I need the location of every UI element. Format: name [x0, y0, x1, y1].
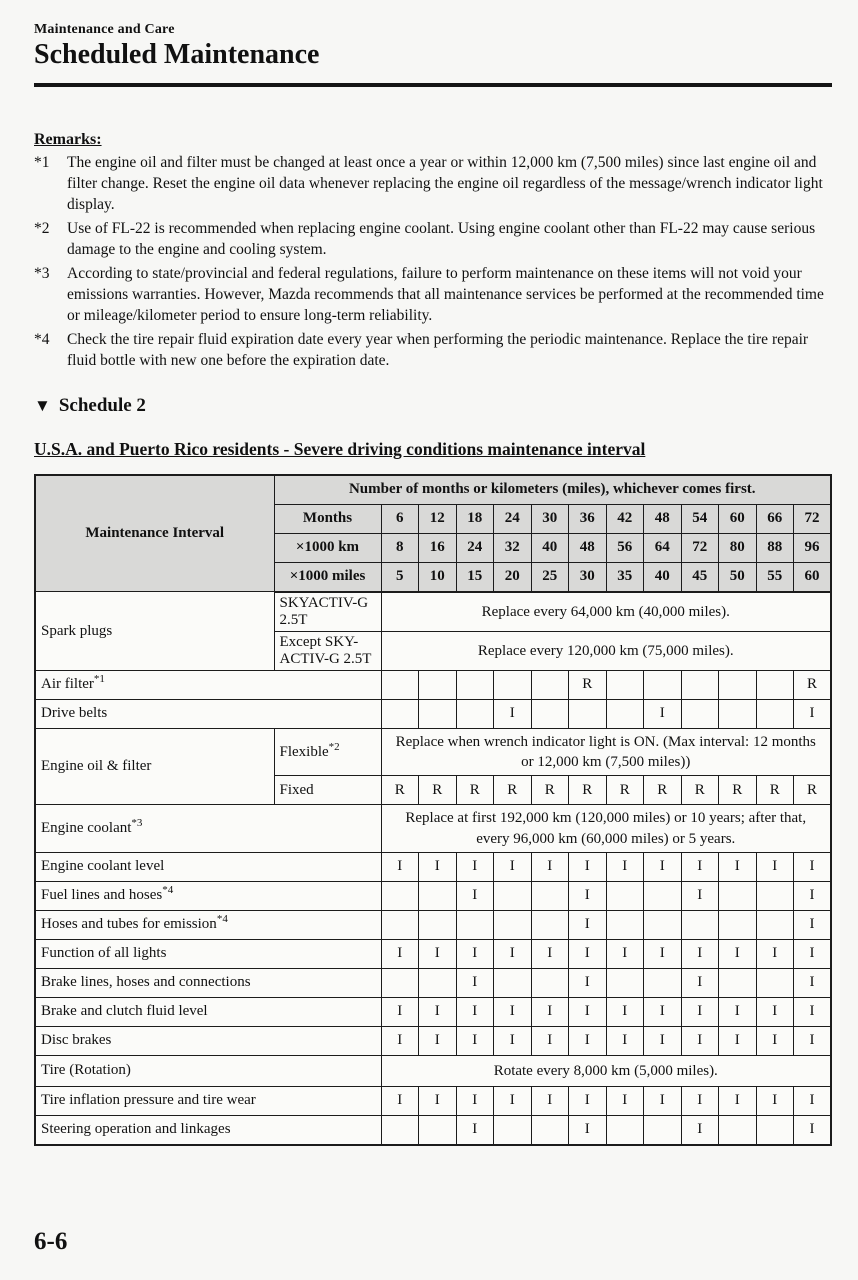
header-value-cell: 25 [531, 562, 569, 592]
header-value-cell: 42 [606, 504, 644, 533]
mark-cell [494, 670, 532, 699]
mark-cell [381, 699, 419, 728]
table-row [35, 670, 831, 699]
mark-cell: I [606, 1086, 644, 1115]
header-value-cell: 24 [494, 504, 532, 533]
mark-cell [419, 881, 457, 910]
mark-cell [381, 968, 419, 997]
header-value-cell: 48 [569, 533, 607, 562]
corner-header-cell: Maintenance Interval [35, 475, 274, 592]
row-label-cell: Hoses and tubes for emission$^{*4}$ [35, 910, 381, 939]
mark-cell: I [794, 910, 832, 939]
mark-cell: I [456, 881, 494, 910]
mark-cell: I [719, 852, 757, 881]
header-value-cell: 55 [756, 562, 794, 592]
header-value-cell: 64 [644, 533, 682, 562]
header-value-cell: 30 [531, 504, 569, 533]
mark-cell: R [456, 776, 494, 805]
mark-cell [381, 881, 419, 910]
span-text-cell: Replace every 120,000 km (75,000 miles). [381, 631, 831, 670]
row-label-cell: Tire inflation pressure and tire wear [35, 1086, 381, 1115]
header-value-cell: 66 [756, 504, 794, 533]
header-row-label: ×1000 miles [274, 562, 381, 592]
mark-cell: I [531, 997, 569, 1026]
maintenance-table-body [35, 475, 831, 1145]
mark-cell: I [494, 1026, 532, 1055]
mark-cell: R [681, 776, 719, 805]
mark-cell: I [456, 939, 494, 968]
span-text-cell: Replace at first 192,000 km (120,000 miles) or 10 years; after that, every 96,000 km (60,000 miles) or 5 years. [381, 805, 831, 853]
mark-cell [456, 910, 494, 939]
mark-cell [456, 699, 494, 728]
mark-cell: I [719, 1026, 757, 1055]
mark-cell: R [569, 776, 607, 805]
remark-text: According to state/provincial and federal regulations, failure to perform maintenance on these items will not void your emissions warranties. However, Mazda recommends that all maintenance services be performed at the recommended time or mileage/kilometer period to ensure long-term reliability. [67, 264, 824, 324]
table-row [35, 1026, 831, 1055]
mark-cell: I [494, 852, 532, 881]
header-value-cell: 32 [494, 533, 532, 562]
mark-cell: I [569, 968, 607, 997]
remark-item [34, 218, 832, 260]
title-divider [34, 83, 832, 87]
header-value-cell: 16 [419, 533, 457, 562]
remark-marker: *2 [34, 219, 50, 237]
header-value-cell: 30 [569, 562, 607, 592]
mark-cell [419, 699, 457, 728]
mark-cell [756, 670, 794, 699]
mark-cell: I [531, 1026, 569, 1055]
row-label-cell: Steering operation and linkages [35, 1115, 381, 1145]
section-subheading: U.S.A. and Puerto Rico residents - Severe driving conditions maintenance interval [34, 438, 646, 459]
mark-cell: I [756, 852, 794, 881]
mark-cell: I [606, 1026, 644, 1055]
header-value-cell: 88 [756, 533, 794, 562]
mark-cell: I [756, 1086, 794, 1115]
mark-cell: R [531, 776, 569, 805]
mark-cell [569, 699, 607, 728]
header-value-cell: 56 [606, 533, 644, 562]
mark-cell [606, 670, 644, 699]
mark-cell: I [381, 939, 419, 968]
mark-cell [419, 968, 457, 997]
mark-cell: I [531, 1086, 569, 1115]
mark-cell: I [794, 1086, 832, 1115]
mark-cell [756, 910, 794, 939]
mark-cell: I [794, 1026, 832, 1055]
table-row [35, 997, 831, 1026]
mark-cell: I [794, 997, 832, 1026]
header-value-cell: 36 [569, 504, 607, 533]
mark-cell: I [494, 939, 532, 968]
row-label-cell: Fuel lines and hoses$^{*4}$ [35, 881, 381, 910]
footnote-ref: *2 [328, 740, 340, 753]
footnote-ref: *3 [131, 817, 143, 830]
table-row [35, 475, 831, 505]
footnote-ref: *4 [216, 913, 228, 926]
mark-cell: R [794, 670, 832, 699]
mark-cell: I [719, 939, 757, 968]
row-label-cell: Brake lines, hoses and connections [35, 968, 381, 997]
mark-cell: I [494, 997, 532, 1026]
mark-cell [606, 699, 644, 728]
mark-cell [644, 670, 682, 699]
schedule-title: Schedule 2 [58, 394, 146, 416]
mark-cell: I [494, 699, 532, 728]
mark-cell [606, 881, 644, 910]
mark-cell: I [644, 1026, 682, 1055]
mark-cell: I [419, 1026, 457, 1055]
mark-cell: I [569, 910, 607, 939]
remark-item [34, 263, 832, 326]
header-value-cell: 35 [606, 562, 644, 592]
mark-cell [494, 1115, 532, 1145]
span-text-cell: Replace when wrench indicator light is ON. (Max interval: 12 months or 12,000 km (7,500 miles)) [381, 728, 831, 776]
header-value-cell: 54 [681, 504, 719, 533]
header-value-cell: 5 [381, 562, 419, 592]
mark-cell [531, 910, 569, 939]
table-row [35, 805, 831, 853]
mark-cell: R [794, 776, 832, 805]
mark-cell: I [719, 997, 757, 1026]
row-label-cell: Air filter$^{*1}$ [35, 670, 381, 699]
row-label-cell: Engine coolant$^{*3}$ [35, 805, 381, 853]
mark-cell: R [606, 776, 644, 805]
table-row [35, 1115, 831, 1145]
header-row-label: Months [274, 504, 381, 533]
sub-label-cell: SKYACTIV-G 2.5T [274, 592, 381, 632]
header-value-cell: 45 [681, 562, 719, 592]
mark-cell: I [644, 1086, 682, 1115]
remark-marker: *1 [34, 153, 50, 171]
mark-cell: I [419, 997, 457, 1026]
mark-cell [419, 1115, 457, 1145]
mark-cell [644, 968, 682, 997]
remark-item [34, 329, 832, 371]
mark-cell [494, 968, 532, 997]
header-value-cell: 72 [794, 504, 832, 533]
table-row [35, 968, 831, 997]
schedule-heading [34, 395, 832, 417]
row-label-cell: Brake and clutch fluid level [35, 997, 381, 1026]
mark-cell [456, 670, 494, 699]
mark-cell [419, 670, 457, 699]
mark-cell [381, 670, 419, 699]
mark-cell [719, 670, 757, 699]
table-row [35, 939, 831, 968]
mark-cell [419, 910, 457, 939]
mark-cell [719, 881, 757, 910]
footnote-ref: *1 [93, 673, 105, 686]
mark-cell: I [794, 939, 832, 968]
remark-item [34, 152, 832, 215]
mark-cell: I [531, 939, 569, 968]
mark-cell: R [419, 776, 457, 805]
header-value-cell: 15 [456, 562, 494, 592]
page-title: Scheduled Maintenance [34, 39, 320, 70]
mark-cell: I [644, 699, 682, 728]
mark-cell: I [681, 939, 719, 968]
mark-cell: I [419, 1086, 457, 1115]
mark-cell [531, 968, 569, 997]
maintenance-table [34, 474, 832, 1146]
mark-cell: I [681, 881, 719, 910]
row-label-cell: Function of all lights [35, 939, 381, 968]
mark-cell: I [569, 852, 607, 881]
mark-cell: I [794, 699, 832, 728]
mark-cell: I [381, 1026, 419, 1055]
mark-cell: I [681, 1026, 719, 1055]
mark-cell [719, 699, 757, 728]
table-row [35, 852, 831, 881]
mark-cell: I [569, 939, 607, 968]
mark-cell: I [456, 997, 494, 1026]
mark-cell: I [681, 852, 719, 881]
row-label-cell: Drive belts [35, 699, 381, 728]
row-label-cell: Tire (Rotation) [35, 1055, 381, 1086]
mark-cell: I [756, 997, 794, 1026]
mark-cell [494, 881, 532, 910]
mark-cell: R [719, 776, 757, 805]
mark-cell [531, 699, 569, 728]
table-row [35, 728, 831, 776]
mark-cell: I [794, 968, 832, 997]
header-value-cell: 8 [381, 533, 419, 562]
mark-cell: I [681, 997, 719, 1026]
mark-cell: R [569, 670, 607, 699]
header-value-cell: 40 [531, 533, 569, 562]
breadcrumb: Maintenance and Care [34, 22, 175, 37]
mark-cell [531, 881, 569, 910]
table-row [35, 1086, 831, 1115]
remark-marker: *3 [34, 264, 50, 282]
remark-text: Check the tire repair fluid expiration date every year when performing the periodic maintenance. Replace the tire repair fluid bottle with new one before the expiration date. [67, 330, 809, 369]
remark-marker: *4 [34, 330, 50, 348]
table-row [35, 699, 831, 728]
mark-cell [531, 1115, 569, 1145]
mark-cell: I [456, 1086, 494, 1115]
row-label-cell: Engine coolant level [35, 852, 381, 881]
mark-cell: I [569, 997, 607, 1026]
mark-cell: I [606, 852, 644, 881]
remark-text: The engine oil and filter must be changed at least once a year or within 12,000 km (7,500 miles) since last engine oil and filter change. Reset the engine oil data whenever replacing the engine oil regardless of the message/wrench indicator light display. [67, 153, 823, 213]
mark-cell: I [456, 852, 494, 881]
mark-cell [719, 910, 757, 939]
row-label-cell: Spark plugs [35, 592, 274, 671]
mark-cell: I [456, 1026, 494, 1055]
mark-cell: I [419, 939, 457, 968]
mark-cell [606, 968, 644, 997]
mark-cell: R [644, 776, 682, 805]
mark-cell: I [494, 1086, 532, 1115]
mark-cell: I [644, 997, 682, 1026]
mark-cell [644, 910, 682, 939]
mark-cell: I [794, 881, 832, 910]
header-value-cell: 12 [419, 504, 457, 533]
header-value-cell: 50 [719, 562, 757, 592]
page-number: 6-6 [34, 1228, 68, 1255]
remark-text: Use of FL-22 is recommended when replacing engine coolant. Using engine coolant other than FL-22 may cause serious damage to the engine and cooling system. [67, 219, 816, 258]
mark-cell: I [569, 881, 607, 910]
header-value-cell: 60 [794, 562, 832, 592]
sub-label-cell: Fixed [274, 776, 381, 805]
mark-cell: I [606, 939, 644, 968]
span-text-cell: Rotate every 8,000 km (5,000 miles). [381, 1055, 831, 1086]
mark-cell [756, 968, 794, 997]
table-row [35, 881, 831, 910]
mark-cell [756, 699, 794, 728]
mark-cell: I [681, 1115, 719, 1145]
mark-cell: I [794, 852, 832, 881]
header-value-cell: 72 [681, 533, 719, 562]
mark-cell [681, 699, 719, 728]
mark-cell [644, 881, 682, 910]
mark-cell: R [381, 776, 419, 805]
header-value-cell: 18 [456, 504, 494, 533]
mark-cell: I [719, 1086, 757, 1115]
mark-cell: I [381, 852, 419, 881]
header-value-cell: 6 [381, 504, 419, 533]
header-value-cell: 24 [456, 533, 494, 562]
header-value-cell: 20 [494, 562, 532, 592]
header-value-cell: 60 [719, 504, 757, 533]
mark-cell: I [531, 852, 569, 881]
mark-cell [531, 670, 569, 699]
mark-cell [756, 881, 794, 910]
sub-label-cell: Except SKY-ACTIV-G 2.5T [274, 631, 381, 670]
mark-cell [719, 1115, 757, 1145]
mark-cell [681, 910, 719, 939]
mark-cell: I [644, 939, 682, 968]
span-text-cell: Replace every 64,000 km (40,000 miles). [381, 592, 831, 632]
mark-cell [681, 670, 719, 699]
mark-cell: I [756, 1026, 794, 1055]
span-title-cell: Number of months or kilometers (miles), whichever comes first. [274, 475, 831, 505]
header-value-cell: 40 [644, 562, 682, 592]
mark-cell: I [794, 1115, 832, 1145]
mark-cell [606, 910, 644, 939]
table-row [35, 1055, 831, 1086]
row-label-cell: Engine oil & filter [35, 728, 274, 805]
mark-cell: I [569, 1086, 607, 1115]
row-label-cell: Disc brakes [35, 1026, 381, 1055]
mark-cell [719, 968, 757, 997]
mark-cell: I [569, 1026, 607, 1055]
mark-cell: R [494, 776, 532, 805]
mark-cell: I [419, 852, 457, 881]
header-value-cell: 10 [419, 562, 457, 592]
header-value-cell: 48 [644, 504, 682, 533]
mark-cell: R [756, 776, 794, 805]
mark-cell: I [756, 939, 794, 968]
header-row-label: ×1000 km [274, 533, 381, 562]
triangle-down-icon: ▼ [34, 396, 51, 416]
mark-cell [756, 1115, 794, 1145]
mark-cell: I [569, 1115, 607, 1145]
mark-cell [381, 1115, 419, 1145]
mark-cell: I [681, 1086, 719, 1115]
mark-cell [644, 1115, 682, 1145]
mark-cell [381, 910, 419, 939]
remarks-heading: Remarks: [34, 130, 102, 148]
mark-cell: I [606, 997, 644, 1026]
table-row [35, 910, 831, 939]
header-value-cell: 80 [719, 533, 757, 562]
mark-cell: I [456, 968, 494, 997]
mark-cell: I [381, 1086, 419, 1115]
mark-cell [494, 910, 532, 939]
table-row [35, 592, 831, 632]
mark-cell: I [644, 852, 682, 881]
mark-cell: I [381, 997, 419, 1026]
mark-cell [606, 1115, 644, 1145]
footnote-ref: *4 [162, 884, 174, 897]
header-value-cell: 96 [794, 533, 832, 562]
mark-cell: I [456, 1115, 494, 1145]
mark-cell: I [681, 968, 719, 997]
sub-label-cell: Flexible$^{*2}$ [274, 728, 381, 776]
